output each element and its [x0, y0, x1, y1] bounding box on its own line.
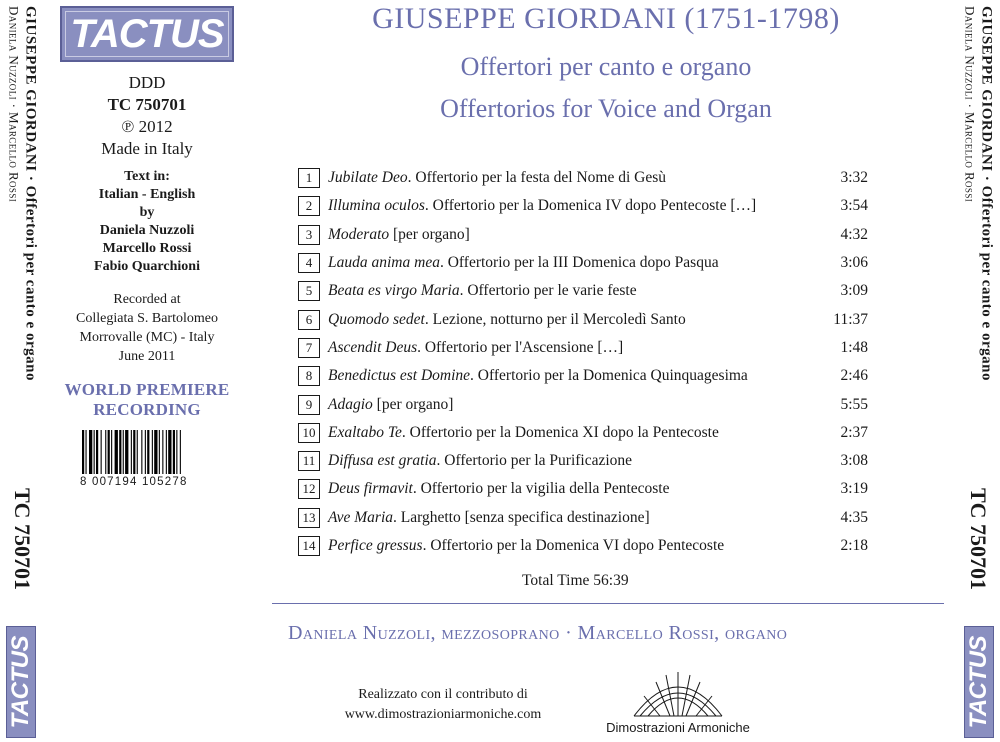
premiere-line: WORLD PREMIERE [64, 380, 230, 399]
association-logo [588, 668, 768, 735]
barcode-bar [119, 430, 121, 474]
text-in-line: Fabio Quarchioni [94, 259, 200, 274]
track-row [298, 362, 898, 390]
track-title [328, 226, 470, 244]
premiere-line: RECORDING [93, 400, 201, 419]
track-duration: 1:48 [840, 338, 868, 356]
track-title [328, 254, 719, 272]
barcode-bar [168, 430, 171, 474]
track-duration: 2:46 [840, 367, 868, 385]
barcode-bar [108, 430, 110, 474]
recorded-line: June 2011 [118, 349, 176, 364]
spine-logo [6, 626, 36, 738]
barcode-bar [89, 430, 92, 474]
track-number: 7 [298, 338, 320, 358]
track-title-italic: Beata es virgo Maria [328, 282, 460, 300]
track-duration: 3:19 [840, 480, 868, 498]
barcode-bars [80, 430, 220, 474]
track-title-rest: . Larghetto [senza specifica destinazione] [393, 508, 650, 526]
association-name: Dimostrazioni Armoniche [606, 720, 750, 735]
track-title-italic: Moderato [328, 225, 390, 243]
divider [272, 603, 944, 604]
track-title-rest: . Lezione, notturno per il Mercoledì Santo [424, 310, 686, 328]
track-title-rest: [per organo] [389, 225, 470, 243]
text-in-line: Text in: [124, 169, 170, 184]
spine-performers: Daniela Nuzzoli · Marcello Rossi [962, 6, 978, 203]
barcode-bar [159, 430, 160, 474]
track-title-italic: Adagio [328, 395, 373, 413]
recorded-line: Collegiata S. Bartolomeo [76, 311, 218, 326]
barcode-bar [86, 430, 87, 474]
track-number: 3 [298, 225, 320, 245]
track-title [328, 537, 724, 555]
track-title [328, 169, 666, 187]
composer-name: GIUSEPPE GIORDANI [372, 2, 677, 35]
spine-title: GIUSEPPE GIORDANI · Offertori per canto e organo [22, 6, 39, 381]
barcode-bar [141, 430, 142, 474]
barcode-bar [115, 430, 118, 474]
text-in-line: Italian - English [98, 187, 196, 202]
barcode-bar [154, 430, 157, 474]
barcode-bar [105, 430, 106, 474]
track-title-italic: Exaltabo Te [328, 423, 402, 441]
text-in-block [58, 168, 236, 276]
composer-heading [281, 2, 931, 36]
spine-logo-text: TACTUS [965, 635, 992, 729]
barcode-bar [101, 430, 102, 474]
track-title-italic: Ave Maria [328, 508, 393, 526]
spine-catalog: TC 750701 [966, 488, 991, 591]
credit-url: www.dimostrazioniarmoniche.com [344, 707, 542, 722]
recorded-block [58, 290, 236, 366]
catalog-number: TC 750701 [107, 95, 187, 114]
track-title-rest: . Offertorio per la Domenica IV dopo Pentecoste […] [424, 197, 757, 215]
track-title [328, 480, 669, 498]
track-row [298, 221, 898, 249]
track-number: 6 [298, 310, 320, 330]
track-title-rest: . Offertorio per la vigilia della Pentecoste [412, 480, 670, 498]
track-row [298, 249, 898, 277]
barcode-bar [82, 430, 84, 474]
track-title-italic: Perfice gressus [328, 537, 423, 554]
track-title-rest: . Offertorio per le varie feste [459, 282, 637, 300]
credit-line: Realizzato con il contributo di [358, 687, 528, 702]
arch-icon [630, 668, 726, 718]
track-title-rest: . Offertorio per la III Domenica dopo Pasqua [439, 254, 719, 272]
barcode-bar [125, 430, 128, 474]
recorded-line: Recorded at [113, 292, 181, 307]
track-number: 9 [298, 395, 320, 415]
barcode-bar [147, 430, 149, 474]
credit-block [328, 685, 558, 725]
track-title-italic: Quomodo sedet [328, 310, 425, 328]
track-number: 4 [298, 253, 320, 273]
track-row [298, 419, 898, 447]
barcode-bar [145, 430, 146, 474]
track-row [298, 334, 898, 362]
track-number: 5 [298, 281, 320, 301]
spine-logo [964, 626, 994, 738]
track-row [298, 504, 898, 532]
made-in: Made in Italy [101, 139, 193, 158]
barcode [80, 430, 226, 488]
track-duration: 5:55 [840, 395, 868, 413]
track-title [328, 396, 453, 414]
barcode-bar [94, 430, 95, 474]
barcode-bar [166, 430, 167, 474]
spine-text [962, 6, 995, 381]
barcode-bar [137, 430, 138, 474]
title-italian: Offertori per canto e organo [460, 52, 752, 81]
track-title-rest: . Offertorio per la Domenica Quinquagesima [470, 367, 748, 385]
barcode-bar [173, 430, 175, 474]
track-row [298, 305, 898, 333]
track-number: 14 [298, 536, 320, 556]
track-number: 8 [298, 366, 320, 386]
track-duration: 2:37 [840, 423, 868, 441]
track-number: 2 [298, 196, 320, 216]
track-number: 1 [298, 168, 320, 188]
track-row [298, 475, 898, 503]
text-in-line: Daniela Nuzzoli [99, 223, 195, 238]
barcode-bar [111, 430, 112, 474]
track-row [298, 277, 898, 305]
spine-logo-text: TACTUS [7, 635, 34, 729]
track-title [328, 339, 623, 357]
composer-dates: (1751-1798) [684, 2, 840, 35]
track-number: 13 [298, 508, 320, 528]
track-duration: 4:32 [840, 225, 868, 243]
track-title-italic: Diffusa est gratia [328, 452, 437, 470]
spine-text [6, 6, 39, 381]
barcode-number: 8 007194 105278 [80, 476, 188, 488]
right-spine [956, 0, 1000, 742]
track-row [298, 390, 898, 418]
track-number: 10 [298, 423, 320, 443]
performers: Daniela Nuzzoli, mezzosoprano · Marcello Rossi, organo [288, 622, 788, 644]
track-title [328, 367, 748, 385]
track-title [328, 509, 650, 527]
spine-catalog: TC 750701 [10, 488, 35, 591]
track-row [298, 447, 898, 475]
track-duration: 3:08 [840, 452, 868, 470]
track-title-italic: Lauda anima mea [328, 254, 440, 272]
barcode-bar [131, 430, 132, 474]
track-duration: 3:06 [840, 254, 868, 272]
text-in-line: Marcello Rossi [102, 241, 192, 256]
track-number: 11 [298, 451, 320, 471]
track-title-italic: Benedictus est Domine [328, 367, 471, 385]
info-column [58, 0, 236, 488]
track-title-rest: . Offertorio per la Purificazione [436, 452, 633, 470]
tactus-logo [60, 6, 234, 62]
total-time: Total Time 56:39 [522, 572, 629, 589]
spine-title: GIUSEPPE GIORDANI · Offertori per canto e organo [978, 6, 995, 381]
track-row [298, 192, 898, 220]
track-title-rest: . Offertorio per la Domenica XI dopo la Pentecoste [401, 423, 719, 441]
left-spine [0, 0, 44, 742]
barcode-bar [162, 430, 163, 474]
barcode-bar [133, 430, 135, 474]
track-title-italic: Deus firmavit [328, 480, 413, 498]
track-title [328, 452, 632, 470]
track-row [298, 532, 898, 560]
track-duration: 3:32 [840, 169, 868, 187]
track-duration: 4:35 [840, 508, 868, 526]
track-title [328, 197, 756, 215]
title-english: Offertorios for Voice and Organ [440, 94, 772, 123]
spine-performers: Daniela Nuzzoli · Marcello Rossi [6, 6, 22, 203]
barcode-bar [176, 430, 177, 474]
track-title-rest: . Offertorio per la Domenica VI dopo Pentecoste [422, 537, 725, 554]
track-title-rest: . Offertorio per l'Ascensione […] [417, 338, 624, 356]
format-label: DDD [128, 73, 166, 92]
track-title-rest: [per organo] [372, 395, 454, 413]
text-in-line: by [139, 205, 155, 220]
track-row [298, 164, 898, 192]
track-number: 12 [298, 479, 320, 499]
phonogram-year: ℗ 2012 [121, 117, 173, 136]
track-duration: 11:37 [833, 310, 868, 328]
barcode-bar [152, 430, 153, 474]
barcode-bar [180, 430, 181, 474]
barcode-bar [123, 430, 124, 474]
barcode-bar [96, 430, 98, 474]
world-premiere-label [58, 380, 236, 420]
track-title [328, 282, 637, 300]
track-title-italic: Ascendit Deus [328, 338, 418, 356]
track-duration: 3:54 [840, 197, 868, 215]
recorded-line: Morrovalle (MC) - Italy [79, 330, 215, 345]
track-title-italic: Jubilate Deo [328, 169, 408, 187]
logo-text: TACTUS [70, 11, 224, 56]
track-title [328, 424, 719, 442]
track-title-italic: Illumina oculos [328, 197, 425, 215]
track-duration: 2:18 [840, 537, 868, 554]
track-list [298, 164, 898, 560]
track-duration: 3:09 [840, 282, 868, 300]
track-title [328, 311, 686, 329]
track-title-rest: . Offertorio per la festa del Nome di Gesù [407, 169, 667, 187]
